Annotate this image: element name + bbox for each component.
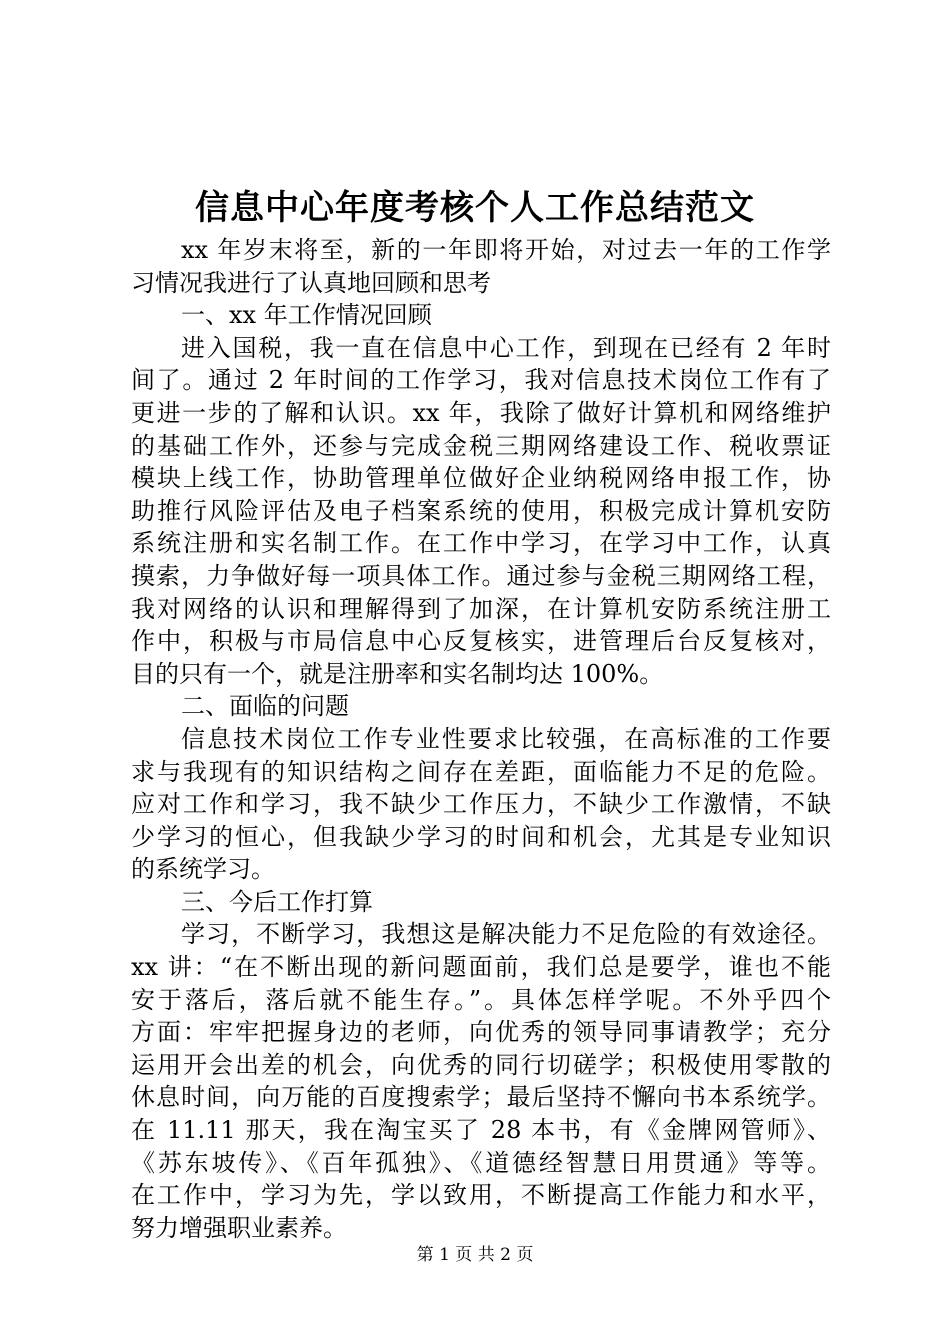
section-heading: 一、xx 年工作情况回顾 — [181, 301, 432, 330]
document-title: 信息中心年度考核个人工作总结范文 — [195, 188, 755, 228]
paragraph-line: 的基础工作外，还参与完成金税三期网络建设工作、税收票证 — [131, 431, 831, 460]
paragraph-line: 进入国税，我一直在信息中心工作，到现在已经有 2 年时 — [181, 333, 831, 362]
paragraph-line: 模块上线工作，协助管理单位做好企业纳税网络申报工作，协 — [131, 464, 831, 493]
paragraph-line: 助推行风险评估及电子档案系统的使用，积极完成计算机安防 — [131, 496, 831, 525]
paragraph-line: 作中，积极与市局信息中心反复核实，进管理后台反复核对， — [131, 627, 831, 656]
paragraph-line: xx 讲：“在不断出现的新问题面前，我们总是要学，谁也不能 — [131, 953, 831, 982]
document-body — [131, 234, 831, 1244]
paragraph-line: 少学习的恒心，但我缺少学习的时间和机会，尤其是专业知识 — [131, 822, 831, 851]
paragraph-line: 方面：牢牢把握身边的老师，向优秀的领导同事请教学；充分 — [131, 1018, 831, 1047]
paragraph-line: 我对网络的认识和理解得到了加深，在计算机安防系统注册工 — [131, 594, 831, 623]
paragraph-line: 学习，不断学习，我想这是解决能力不足危险的有效途径。 — [181, 920, 831, 949]
paragraph-line: 休息时间，向万能的百度搜索学；最后坚持不懈向书本系统学。 — [131, 1083, 831, 1112]
paragraph-line: xx 年岁末将至，新的一年即将开始，对过去一年的工作学 — [181, 236, 831, 264]
paragraph-line: 在工作中，学习为先，学以致用，不断提高工作能力和水平， — [131, 1181, 831, 1210]
paragraph-line: 习情况我进行了认真地回顾和思考 — [131, 268, 491, 297]
paragraph-line: 在 11.11 那天，我在淘宝买了 28 本书，有《金牌网管师》、 — [131, 1116, 831, 1145]
paragraph-line: 摸索，力争做好每一项具体工作。通过参与金税三期网络工程， — [131, 561, 831, 590]
paragraph-line: 更进一步的了解和认识。xx 年，我除了做好计算机和网络维护 — [131, 398, 831, 427]
paragraph-line: 应对工作和学习，我不缺少工作压力，不缺少工作激情，不缺 — [131, 790, 831, 819]
paragraph-line: 目的只有一个，就是注册率和实名制均达 100%。 — [131, 659, 664, 688]
paragraph-line: 《苏东坡传》、《百年孤独》、《道德经智慧日用贯通》等等。 — [131, 1148, 831, 1177]
paragraph-line: 信息技术岗位工作专业性要求比较强，在高标准的工作要 — [181, 724, 831, 753]
paragraph-line: 安于落后，落后就不能生存。”。具体怎样学呢。不外乎四个 — [131, 985, 831, 1014]
paragraph-line: 努力增强职业素养。 — [131, 1213, 347, 1242]
paragraph-line: 的系统学习。 — [131, 855, 275, 884]
paragraph-line: 求与我现有的知识结构之间存在差距，面临能力不足的危险。 — [131, 757, 831, 786]
paragraph-line: 系统注册和实名制工作。在工作中学习，在学习中工作，认真 — [131, 529, 831, 558]
paragraph-line: 运用开会出差的机会，向优秀的同行切磋学；积极使用零散的 — [131, 1050, 831, 1079]
page-footer: 第 1 页 共 2 页 — [416, 1245, 534, 1265]
paragraph-line: 间了。通过 2 年时间的工作学习，我对信息技术岗位工作有了 — [131, 366, 831, 395]
section-heading: 二、面临的问题 — [181, 692, 349, 721]
section-heading: 三、今后工作打算 — [181, 887, 373, 916]
